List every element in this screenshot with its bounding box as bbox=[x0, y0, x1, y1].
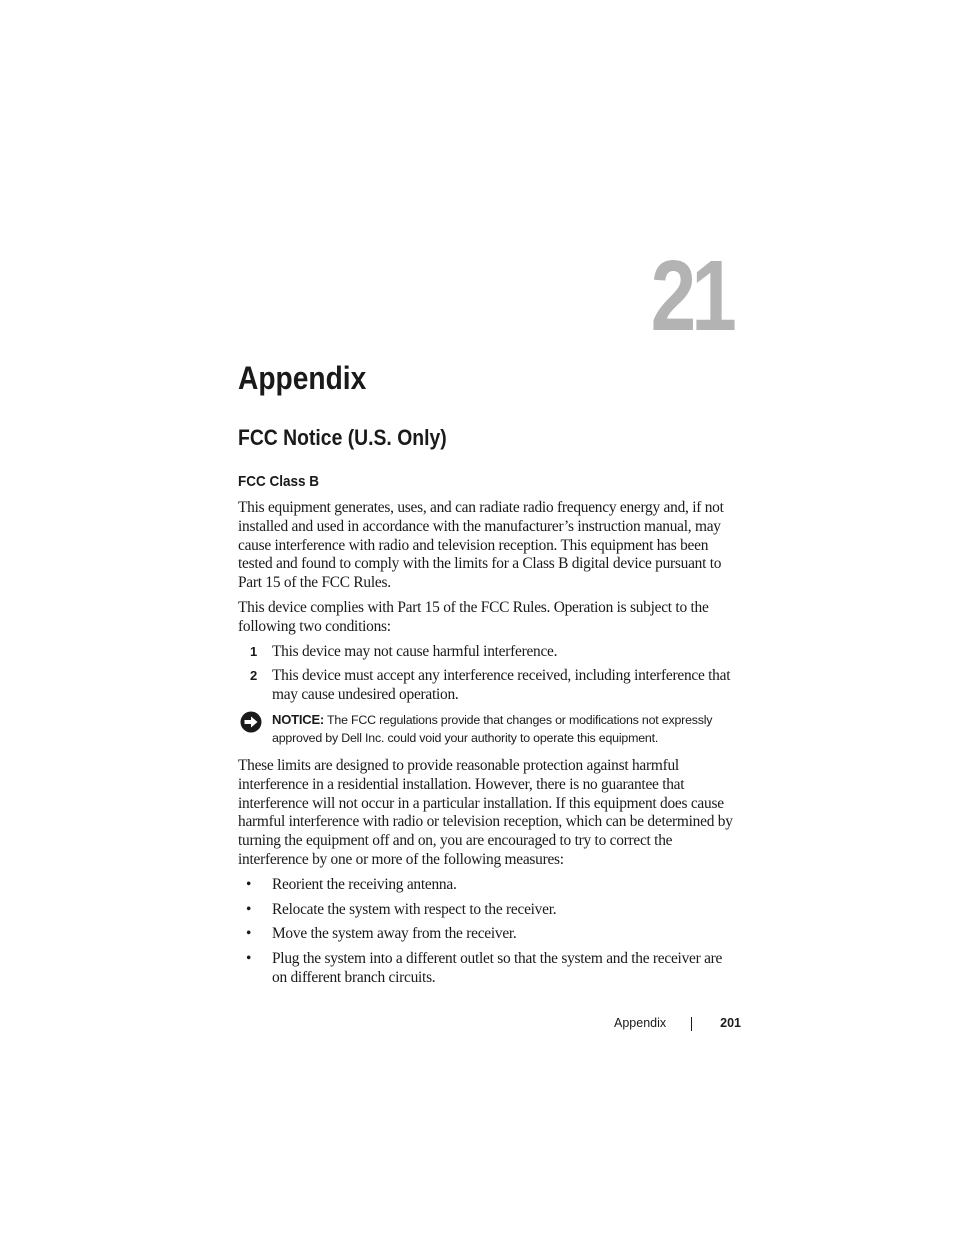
page-content bbox=[238, 499, 738, 994]
list-item-text: Reorient the receiving antenna. bbox=[272, 875, 457, 893]
list-item-number: 2 bbox=[250, 668, 257, 684]
list-item-text: Plug the system into a different outlet so that the system and the receiver are on different branch circuits. bbox=[272, 950, 723, 986]
list-item-text: This device must accept any interference received, including interference that may cause undesired operation. bbox=[272, 667, 731, 704]
notice-box bbox=[238, 711, 738, 747]
list-item bbox=[238, 643, 738, 662]
measures-list bbox=[238, 876, 738, 988]
conditions-list bbox=[238, 643, 738, 705]
bullet-icon: • bbox=[246, 925, 252, 943]
list-item bbox=[238, 876, 738, 895]
list-item-text: This device may not cause harmful interference. bbox=[272, 642, 558, 660]
list-item bbox=[238, 901, 738, 920]
paragraph-measures-lead: These limits are designed to provide reasonable protection against harmful interference in a residential installation. However, there is no guarantee that interference will not occur in a particular installation. If this equipment does cause harmful interference with radio or television reception, which can be determined by turning the equipment off and on, you are encouraged to try to correct the interference by one or more of the following measures: bbox=[238, 756, 733, 868]
notice-text: The FCC regulations provide that changes or modifications not expressly approved by Dell Inc. could void your authority to operate this equipment. bbox=[272, 712, 713, 745]
paragraph-conditions-lead: This device complies with Part 15 of the FCC Rules. Operation is subject to the following two conditions: bbox=[238, 598, 709, 635]
list-item-text: Move the system away from the receiver. bbox=[272, 925, 517, 943]
chapter-number: 21 bbox=[650, 240, 732, 352]
chapter-title: Appendix bbox=[238, 360, 367, 396]
page-footer bbox=[560, 1014, 741, 1034]
bullet-icon: • bbox=[246, 950, 252, 968]
list-item bbox=[238, 925, 738, 944]
notice-label: NOTICE: bbox=[272, 711, 325, 727]
bullet-icon: • bbox=[246, 900, 252, 918]
list-item-text: Relocate the system with respect to the receiver. bbox=[272, 900, 557, 918]
section-title: FCC Notice (U.S. Only) bbox=[238, 425, 447, 450]
bullet-icon: • bbox=[246, 875, 252, 893]
list-item bbox=[238, 950, 738, 988]
notice-arrow-icon bbox=[240, 711, 262, 733]
page-number: 201 bbox=[720, 1016, 741, 1030]
list-item-number: 1 bbox=[250, 643, 257, 659]
footer-section-label: Appendix bbox=[614, 1016, 667, 1030]
footer-divider bbox=[691, 1017, 692, 1031]
paragraph-intro: This equipment generates, uses, and can radiate radio frequency energy and, if not installed and used in accordance with the manufacturer’s instruction manual, may cause interference with radio and television reception. This equipment has been tested and found to comply with the limits for a Class B digital device pursuant to Part 15 of the FCC Rules. bbox=[238, 499, 724, 592]
list-item bbox=[238, 667, 738, 705]
subsection-title: FCC Class B bbox=[238, 473, 320, 490]
